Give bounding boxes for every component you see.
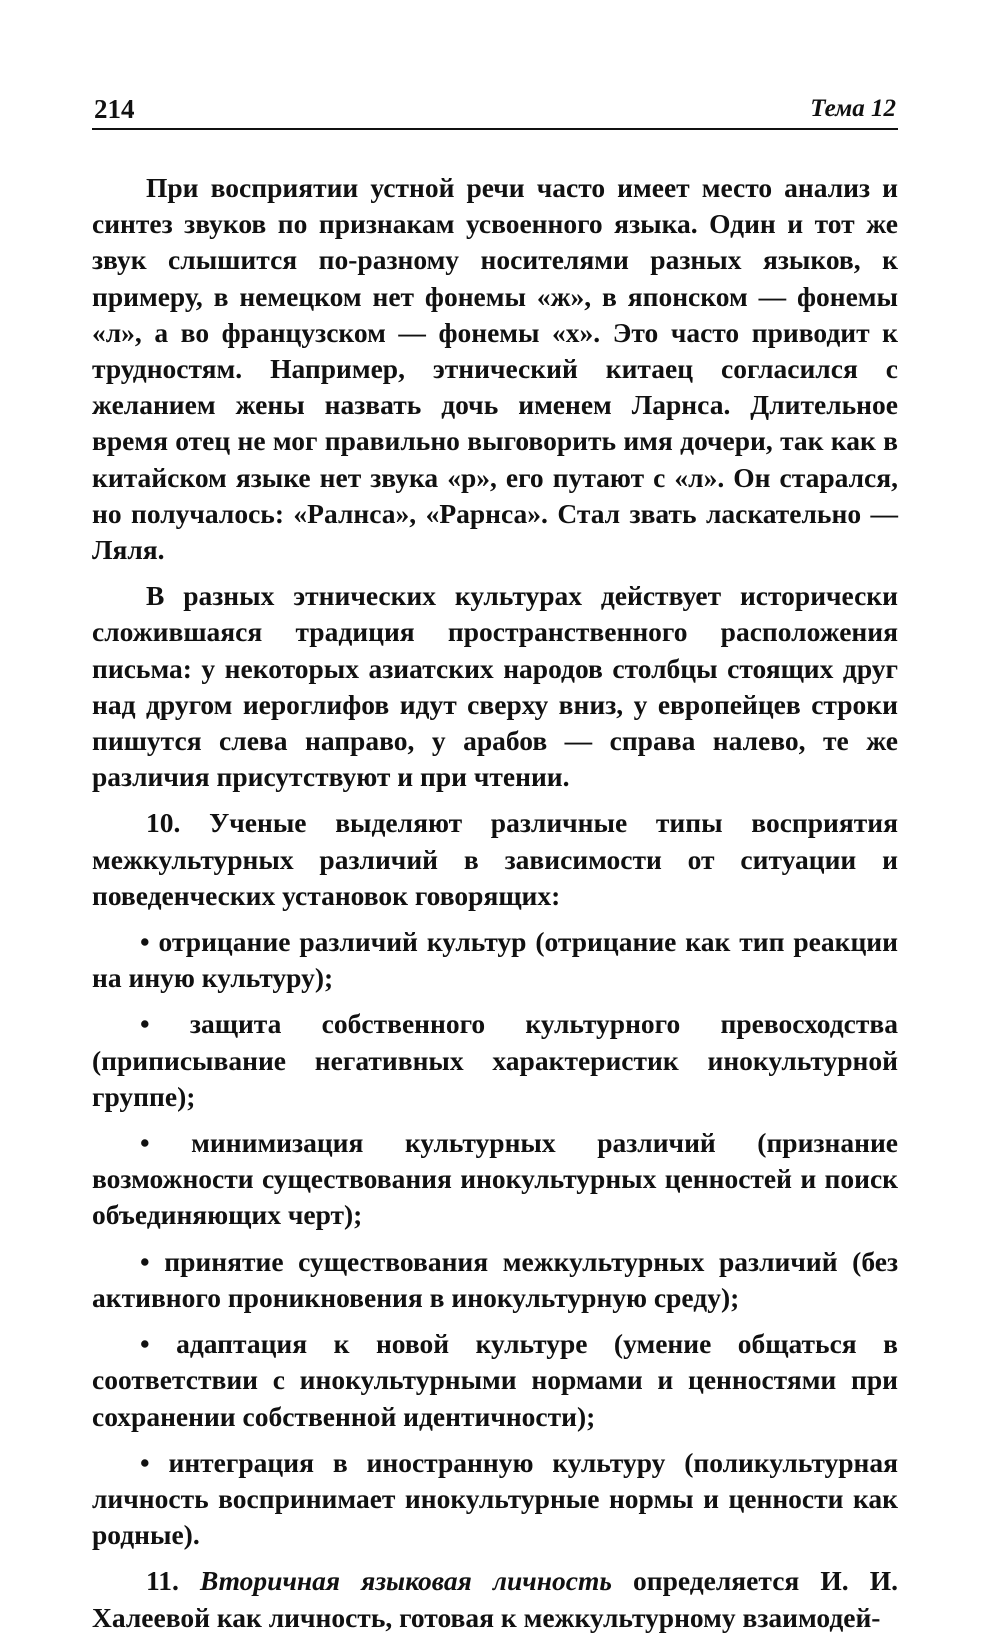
paragraph-speech-perception: При восприятии устной речи часто имеет место анализ и синтез звуков по признакам усвоенного языка. Один и тот же звук слышится по-разному носителями разных языков, к примеру, в немецком нет фонемы «ж», в японском — фонемы «л», а во французском — фонемы «х». Это часто приводит к трудностям. Например, этнический китаец согласился с желанием жены назвать дочь именем Ларнса. Длительное время отец не мог правильно выговорить имя дочери, так как в китайском языке нет звука «р», его путают с «л». Он старался, но получалось: «Ралнса», «Рарнса». Стал звать ласкательно — Ляля.: [92, 172, 898, 566]
book-page: [92, 86, 898, 1646]
paragraph-writing-direction: В разных этнических культурах действует исторически сложившаяся традиция пространственного расположения письма: у некоторых азиатских народов столбцы стоящих друг над другом иероглифов идут сверху вниз, у европейцев строки пишутся слева направо, у арабов — справа налево, те же различия присутствуют и при чтении.: [92, 580, 898, 793]
page-number: 214: [94, 94, 135, 124]
page-body: [92, 170, 898, 1636]
list-item-acceptance: • принятие существования межкультурных различий (без активного проникновения в инокультурную среду);: [92, 1245, 898, 1313]
running-title: Тема 12: [810, 95, 896, 122]
paragraph-perception-types: 10. Ученые выделяют различные типы восприятия межкультурных различий в зависимости от ситуации и поведенческих установок говорящих:: [92, 807, 898, 911]
paragraph-number: 11.: [146, 1565, 200, 1597]
list-item-adaptation: • адаптация к новой культуре (умение общаться в соответствии с инокультурными нормами и ценностями при сохранении собственной идентичности);: [92, 1328, 898, 1432]
list-item-minimization: • минимизация культурных различий (признание возможности существования инокультурных ценностей и поиск объединяющих черт);: [92, 1127, 898, 1231]
list-item-defense: • защита собственного культурного превосходства (приписывание негативных характеристик инокультурной группе);: [92, 1008, 898, 1112]
page-header: [92, 86, 898, 130]
list-item-denial: • отрицание различий культур (отрицание как тип реакции на иную культуру);: [92, 926, 898, 994]
term-secondary-language-personality: Вторичная языковая личность: [199, 1565, 612, 1597]
list-item-integration: • интеграция в иностранную культуру (поликультурная личность воспринимает инокультурные нормы и ценности как родные).: [92, 1446, 898, 1551]
paragraph-text: определяется И. И. Халеевой как личность, готовая к межкультурному взаимодей-: [92, 1565, 898, 1633]
